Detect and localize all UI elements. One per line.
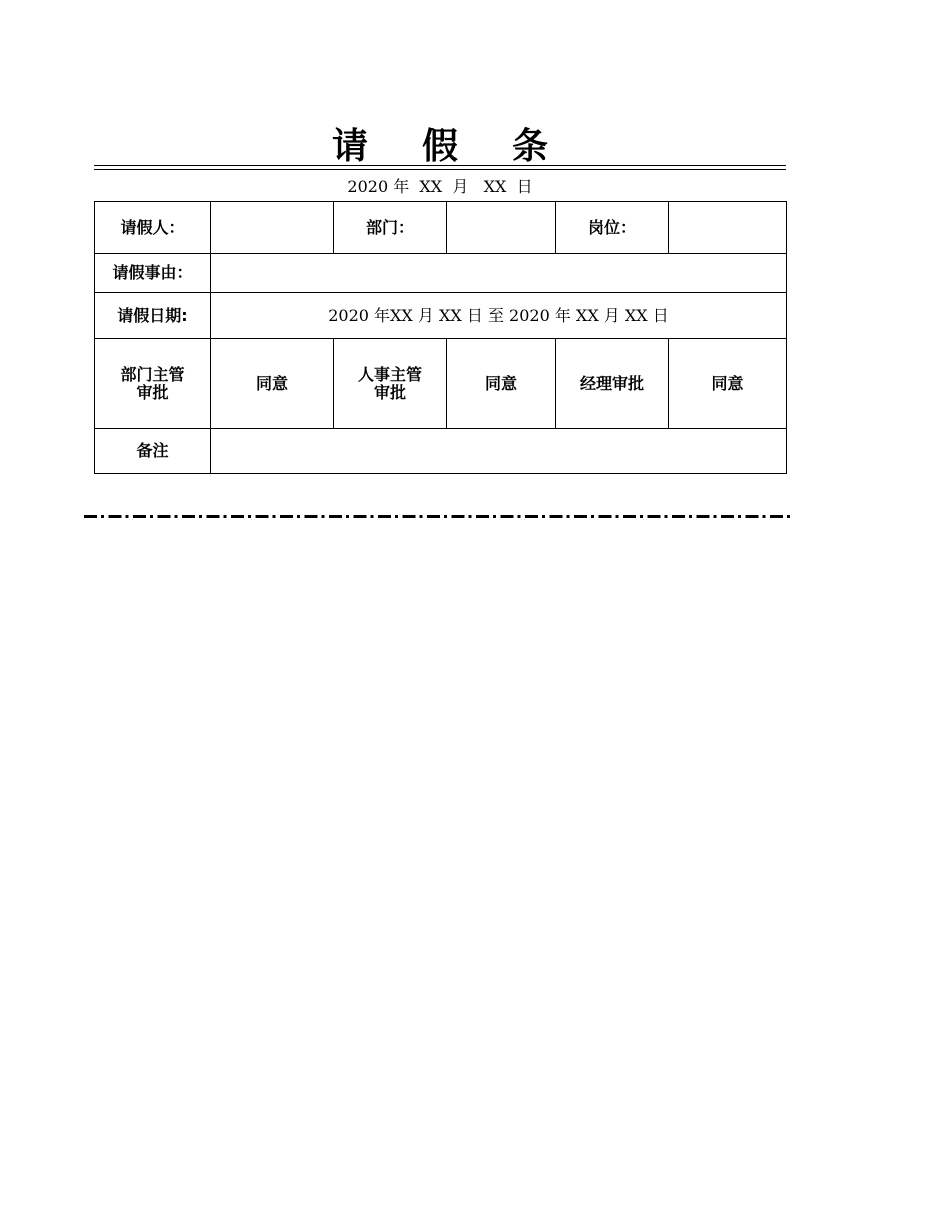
- department-label: 部门：: [334, 202, 447, 254]
- dept-approval-label-text: 部门主管审批: [120, 364, 185, 402]
- title-char: 条: [512, 125, 549, 167]
- department-field[interactable]: [447, 202, 556, 254]
- dates-label: 请假日期:: [95, 293, 211, 339]
- page-title: [94, 118, 786, 169]
- cut-line-divider: [84, 515, 794, 518]
- reason-field[interactable]: [211, 254, 787, 293]
- position-label: 岗位：: [556, 202, 669, 254]
- hr-approval-label: [334, 339, 447, 429]
- reason-label: 请假事由：: [95, 254, 211, 293]
- hr-approval-value[interactable]: 同意: [447, 339, 556, 429]
- leave-form-table: [94, 201, 787, 474]
- manager-approval-value[interactable]: 同意: [669, 339, 787, 429]
- applicant-field[interactable]: [211, 202, 334, 254]
- applicant-label: 请假人：: [95, 202, 211, 254]
- remarks-label: 备注: [95, 429, 211, 474]
- position-field[interactable]: [669, 202, 787, 254]
- hr-approval-label-text: 人事主管审批: [357, 364, 422, 402]
- dept-approval-value[interactable]: 同意: [211, 339, 334, 429]
- manager-approval-label: 经理审批: [556, 339, 669, 429]
- dates-value[interactable]: 2020 年XX 月 XX 日 至 2020 年 XX 月 XX 日: [211, 293, 787, 339]
- title-char: 请: [331, 125, 368, 167]
- title-double-rule: [94, 165, 786, 170]
- remarks-field[interactable]: [211, 429, 787, 474]
- title-char: 假: [421, 125, 458, 167]
- dept-approval-label: [95, 339, 211, 429]
- date-line: 2020 年 XX 月 XX 日: [347, 177, 533, 196]
